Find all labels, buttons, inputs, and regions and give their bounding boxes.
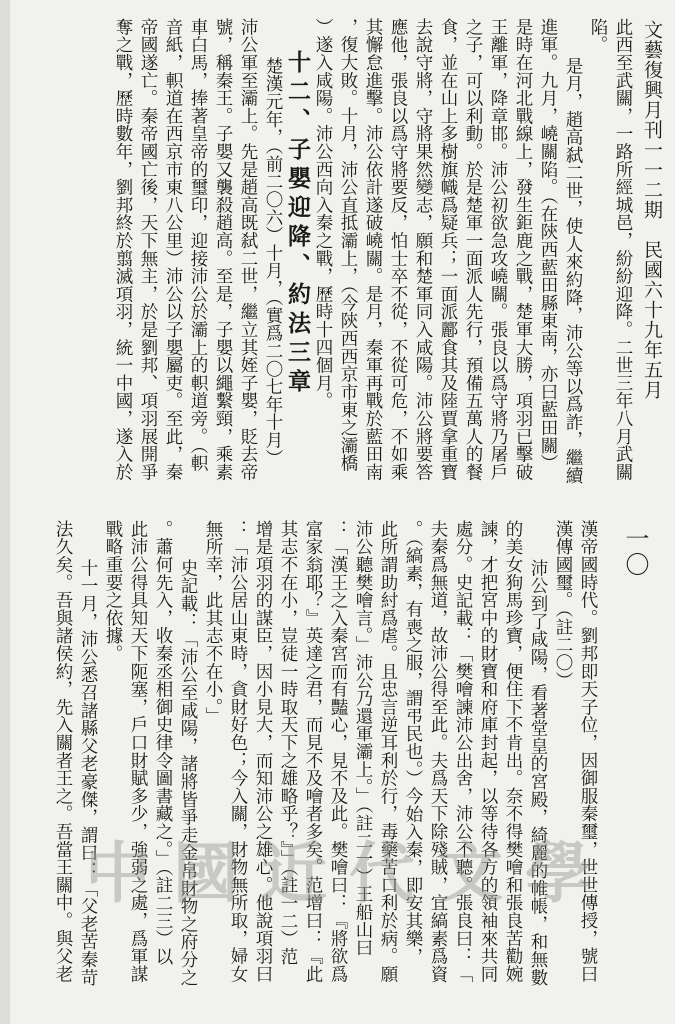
text-line: 食，並在山上多樹旗幟爲疑兵；一面派酈食其及陸賈拿重寶 <box>438 18 458 481</box>
text-line: ）遂入咸陽。沛公西向入秦之戰，歷時十四個月。 <box>313 18 333 410</box>
upper-text-block <box>35 18 635 506</box>
text-line: 沛公聽樊噲言。」沛公乃還軍灞上。」（註二一）王船山曰 <box>353 520 373 957</box>
text-line: 處分。史記載：「樊噲諫沛公出舍，沛公不聽。張良曰：「 <box>453 520 473 983</box>
text-line: 去說守將，守將果然變志，願和楚軍同入咸陽。沛公將要答 <box>413 18 433 481</box>
text-line: 帝國遂亡。秦帝國亡後，天下無主，於是劉邦、項羽展開爭 <box>138 18 158 481</box>
text-line: 其志不在小，豈徒一時取天下之雄略乎？』」（註一二）范 <box>278 520 298 966</box>
text-line: 音紙，軹道在西京市東八公里）沛公以子嬰屬吏。至此，秦 <box>163 18 183 481</box>
header-spacer <box>641 220 663 240</box>
text-line: 應他，張良以爲守將要反，怕士卒不從，不從可危，不如乘 <box>388 18 408 481</box>
text-line: ，復大敗。十月，沛公直抵灞上，（今陝西西京市東之灞橋 <box>338 18 358 473</box>
lower-text-block <box>10 520 613 1010</box>
text-line: 是時在河北戰線上，發生鉅鹿之戰，楚軍大勝，項羽已擊破 <box>513 18 533 481</box>
text-line: 無所幸，此其志不在小。」 <box>203 520 223 725</box>
text-line: 夫秦爲無道，故沛公得至此。夫爲天下除殘賊，宜縞素爲資 <box>428 520 448 983</box>
text-line: 增是項羽的謀臣，因小見大，而知沛公之雄心。他說項羽曰 <box>253 520 273 983</box>
issue-date: 民國六十九年五月 <box>641 240 663 400</box>
text-line: 此沛公得具知天下阨塞，戶口財賦多少，強弱之處，爲軍謀 <box>128 520 148 983</box>
text-line: 車白馬，捧著皇帝的璽印，迎接沛公於灞上的軹道旁。（軹 <box>188 18 208 473</box>
text-line: 沛公到了咸陽，看著堂皇的宮殿，綺麗的帷帳，和無數 <box>528 558 548 986</box>
text-line: 之子，可以利動。於是楚軍一面派人先行，預備五萬人的餐 <box>463 18 483 481</box>
text-line: 的美女狗馬珍寶，便住下不肯出。奈不得樊噲和張良苦勸婉 <box>503 520 523 983</box>
text-line: 楚漢元年，（前二〇六）十月，（實爲二〇七年十月） <box>263 56 283 467</box>
text-line: ：「漢王之入秦宮而有豔心，見不及此。樊噲曰：『將欲爲 <box>328 520 348 983</box>
text-line: 沛公軍至灞上。先是趙高既弑二世，繼立其姪子嬰，貶去帝 <box>238 18 258 481</box>
watermark-text: 中國近代文學 <box>85 835 613 912</box>
text-line: 諫，才把宮中的財寶和府庫封起，以等待各方的領袖來共同 <box>478 520 498 983</box>
text-line: 陷。 <box>588 18 608 54</box>
text-line: 漢傳國璽。（註二〇） <box>553 520 573 690</box>
text-line: 十一月，沛公悉召諸縣父老豪傑，謂曰：「父老苦秦苛 <box>78 558 98 986</box>
text-line: 此所謂助紂爲虐。且忠言逆耳利於行，毒藥苦口利於病。願 <box>378 520 398 983</box>
journal-title: 文藝復興月刊一一二期 <box>641 20 663 220</box>
text-line: 進軍。九月，嶢關陷。（在陝西藍田縣東南，亦曰藍田關） <box>538 18 558 473</box>
section-heading: 十二、子嬰迎降、約法三章 <box>284 50 311 399</box>
text-line: 其懈怠進擊。沛公依計遂破嶢關。是月，秦軍再戰於藍田南 <box>363 18 383 481</box>
page-number: 一〇 <box>621 526 649 578</box>
text-line: 號，稱秦王。子嬰又襲殺趙高。至是，子嬰以繩繫頸，乘素 <box>213 18 233 481</box>
text-line: 富家翁耶？』英達之君，而見不及噲者多矣。范增曰：『此 <box>303 520 323 983</box>
binding-gutter <box>0 0 10 1024</box>
text-line: 法久矣。吾與諸侯約，先入關者王之。吾當王關中。與父老 <box>53 520 73 983</box>
running-header <box>641 20 663 520</box>
text-line: 戰略重要之依據。 <box>103 520 123 663</box>
text-line: 史記載：「沛公至咸陽，諸將皆爭走金帛財物之府分之 <box>178 558 198 986</box>
text-line: 漢帝國時代。劉邦即天子位，因御服秦璽，世世傳授，號曰 <box>578 520 598 983</box>
text-line: ：「沛公居山東時，貪財好色；今入關，財物無所取，婦女 <box>228 520 248 983</box>
text-line: 是月，趙高弑二世，使人來約降，沛公等以爲詐，繼續 <box>563 56 583 484</box>
text-line: 此西至武關，一路所經城邑，紛紛迎降。二世三年八月武關 <box>613 18 633 481</box>
text-line: 奪之戰，歷時數年，劉邦終於翦滅項羽，統一中國，遂入於 <box>113 18 133 481</box>
text-line: 王離軍，降章邯。沛公初欲急攻嶢關。張良以爲守將乃屠戶 <box>488 18 508 481</box>
text-line: 。蕭何先入，收秦丞相御史律令圖書藏之。」（註二三）以 <box>153 520 173 966</box>
text-line: 。（縞素，有喪之服，謂弔民也。）今始入秦，即安其樂， <box>403 520 423 966</box>
